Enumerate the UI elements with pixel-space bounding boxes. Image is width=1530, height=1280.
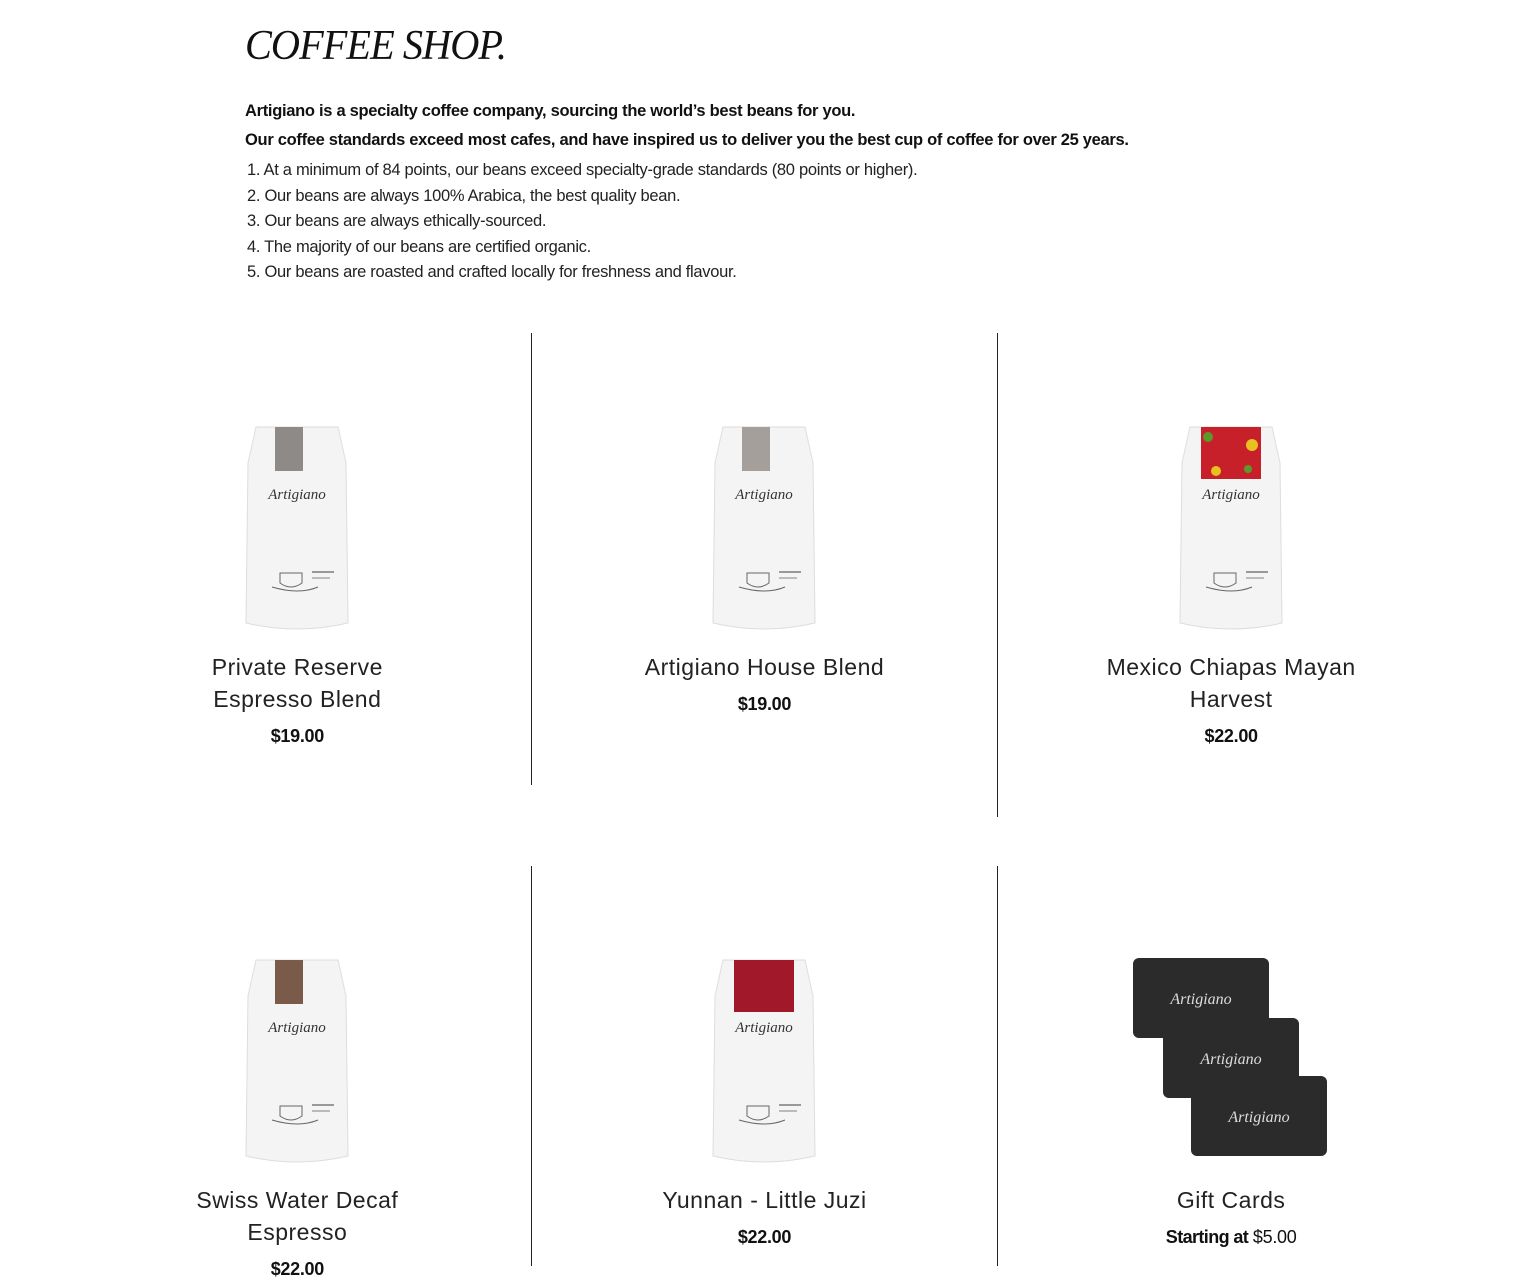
product-card[interactable] <box>531 333 998 785</box>
product-card[interactable] <box>64 333 531 817</box>
product-name[interactable]: Mexico Chiapas Mayan Harvest <box>1106 654 1356 712</box>
product-name[interactable]: Yunnan - Little Juzi <box>662 1187 867 1213</box>
product-name[interactable]: Private Reserve Espresso Blend <box>211 654 383 712</box>
product-price: $19.00 <box>270 726 324 746</box>
gift-card-logo-text: Artigiano <box>1228 1109 1290 1126</box>
product-grid-row <box>64 866 1464 1279</box>
intro-lead <box>245 97 1245 155</box>
standards-item: 2. Our beans are always 100% Arabica, the best quality bean. <box>247 186 681 205</box>
bag-label <box>742 427 770 471</box>
coffee-bag-image <box>709 423 819 633</box>
page-title: COFFEE SHOP. <box>245 23 506 69</box>
product-grid-row <box>64 333 1464 817</box>
product-name[interactable]: Gift Cards <box>1176 1187 1286 1213</box>
product-card[interactable] <box>531 866 998 1266</box>
product-name[interactable]: Artigiano House Blend <box>644 654 885 680</box>
bag-logo-text: Artigiano <box>735 1020 794 1036</box>
bag-logo-text: Artigiano <box>268 487 327 503</box>
bag-logo-text: Artigiano <box>735 487 794 503</box>
bag-logo-text: Artigiano <box>1202 487 1260 503</box>
product-price: $22.00 <box>270 1259 324 1279</box>
intro-lead-line: Artigiano is a specialty coffee company, sourcing the world’s best beans for you. <box>245 102 856 120</box>
product-price: $22.00 <box>737 1227 792 1247</box>
standards-item: 5. Our beans are roasted and crafted locally for freshness and flavour. <box>247 263 737 281</box>
standards-item: 3. Our beans are always ethically-sourced. <box>247 212 547 230</box>
intro-lead-line: Our coffee standards exceed most cafes, and have inspired us to deliver you the best cup of coffee for over 25 years. <box>245 131 1129 149</box>
product-price: $19.00 <box>737 694 792 714</box>
standards-item: 4. The majority of our beans are certified organic. <box>247 237 591 256</box>
product-price: $22.00 <box>1204 726 1258 746</box>
bag-label <box>275 960 303 1004</box>
coffee-bag-image <box>242 956 352 1166</box>
gift-card-logo-text: Artigiano <box>1170 991 1232 1008</box>
gift-cards-image <box>1131 956 1331 1166</box>
product-price <box>998 1227 1464 1248</box>
standards-list <box>245 158 1245 286</box>
product-image[interactable] <box>64 333 531 639</box>
product-name[interactable]: Swiss Water Decaf Espresso <box>196 1187 399 1245</box>
product-image[interactable] <box>998 866 1464 1172</box>
product-image[interactable] <box>64 866 531 1172</box>
product-card[interactable] <box>64 866 531 1279</box>
bag-label <box>734 960 794 1012</box>
gift-card-logo-text: Artigiano <box>1200 1051 1262 1068</box>
product-card[interactable] <box>997 333 1464 817</box>
price-amount: $5.00 <box>1252 1227 1297 1247</box>
product-image[interactable] <box>532 866 998 1172</box>
product-image[interactable] <box>532 333 998 639</box>
bag-label <box>275 427 303 471</box>
standards-item: 1. At a minimum of 84 points, our beans exceed specialty-grade standards (80 points or higher). <box>247 161 918 179</box>
price-prefix: Starting at <box>1165 1227 1249 1247</box>
coffee-bag-image <box>242 423 352 633</box>
coffee-bag-image <box>1176 423 1286 633</box>
bag-logo-text: Artigiano <box>268 1020 327 1036</box>
product-image[interactable] <box>998 333 1464 639</box>
product-card[interactable] <box>997 866 1464 1266</box>
coffee-bag-image <box>709 956 819 1166</box>
intro-section <box>245 24 1245 286</box>
